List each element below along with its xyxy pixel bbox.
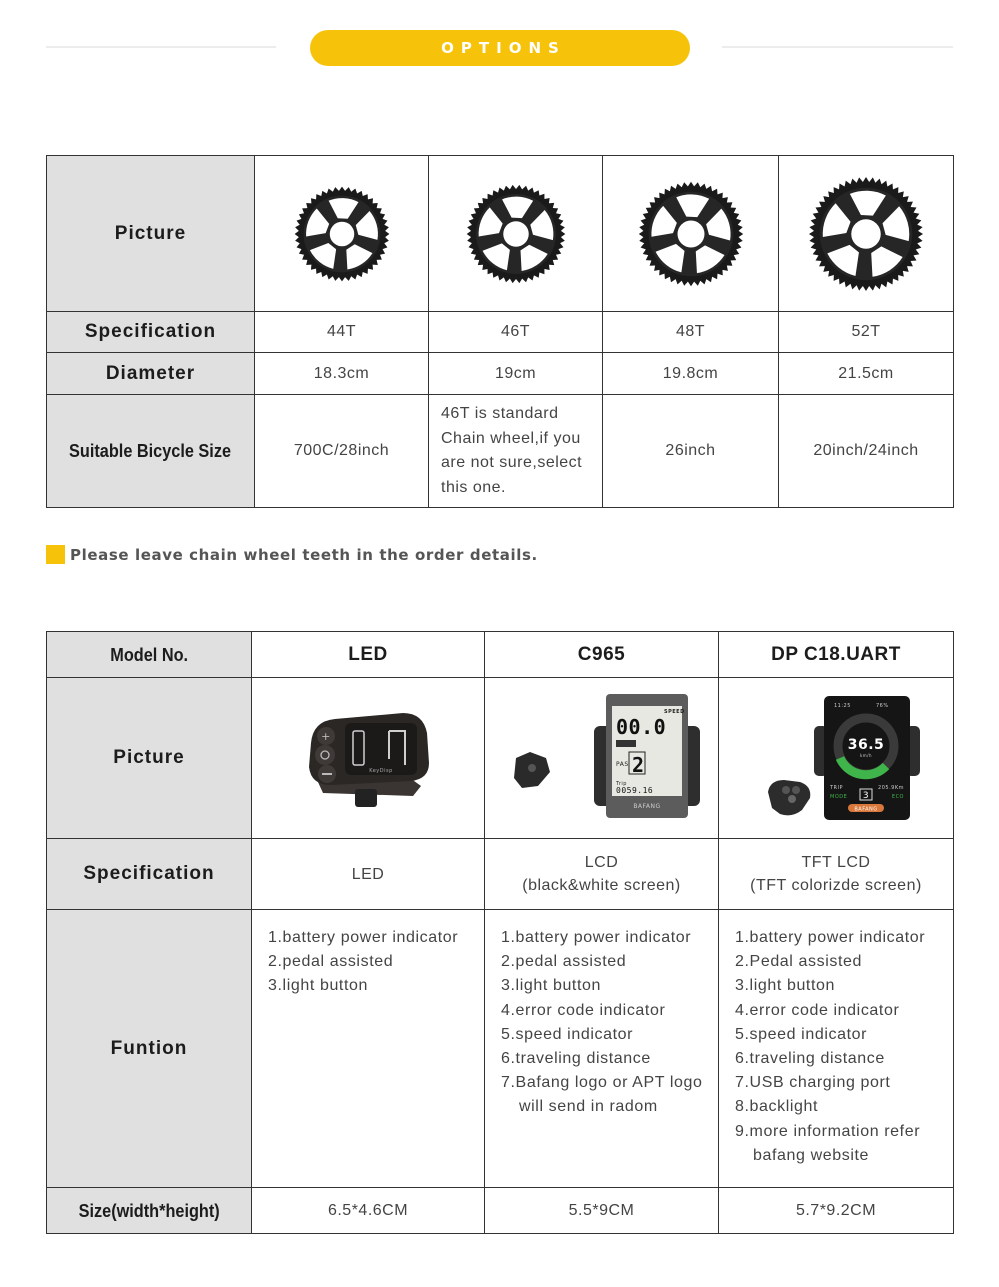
header-divider-right: [722, 46, 953, 48]
size-row: [47, 1188, 954, 1234]
spec-cell: 52T: [779, 312, 954, 353]
function-item: 2.Pedal assisted: [735, 953, 863, 971]
chainwheel-48t-icon: [637, 180, 745, 288]
bicycle-size-row: [47, 395, 954, 508]
cell-line: LCD: [584, 854, 619, 871]
function-item: 3.light button: [268, 977, 369, 995]
size-cell: 5.5*9CM: [485, 1188, 719, 1234]
cell-line: 46T is standard: [441, 405, 559, 422]
display-table: [46, 631, 954, 1234]
diameter-cell: 18.3cm: [255, 353, 429, 395]
function-item: 6.traveling distance: [735, 1050, 885, 1068]
chainwheel-table: [46, 155, 954, 508]
size-cell: 6.5*4.6CM: [252, 1188, 485, 1234]
c18-trip-value: 205.9Km: [878, 784, 904, 791]
display-picture-row: [47, 678, 954, 839]
row-label-display-specification: Specification: [47, 839, 252, 910]
cell-line: 20inch/24inch: [813, 442, 919, 459]
display-spec-cell: [719, 839, 954, 910]
c18-mode-label: MODE: [830, 793, 848, 800]
row-label-model: Model No.: [47, 632, 252, 678]
model-cell: LED: [252, 632, 485, 678]
chainwheel-44t-icon: [293, 185, 391, 283]
cell-line: 700C/28inch: [293, 442, 390, 459]
function-item: 5.speed indicator: [735, 1025, 868, 1043]
options-title: OPTIONS: [441, 39, 566, 57]
c965-brand: BAFANG: [632, 802, 661, 810]
bicycle-size-cell: [429, 395, 603, 508]
function-item: 7.Bafang logo or APT logo: [501, 1074, 703, 1092]
order-note-text: Please leave chain wheel teeth in the order details.: [70, 545, 538, 564]
options-banner: [310, 30, 690, 66]
cell-line: 26inch: [665, 442, 716, 459]
cell-line: LED: [351, 865, 385, 883]
row-label-function: Funtion: [47, 910, 252, 1188]
display-picture-cell: [485, 678, 719, 839]
function-item: 5.speed indicator: [501, 1025, 634, 1043]
c18-eco-label: ECO: [891, 793, 904, 800]
svg-text:KeyDisp: KeyDisp: [369, 767, 393, 774]
chainwheel-52t-icon: [807, 175, 925, 293]
bicycle-size-cell: [779, 395, 954, 508]
function-list: [485, 910, 719, 1188]
function-item: 4.error code indicator: [501, 1001, 666, 1019]
display-picture-cell: [719, 678, 954, 839]
model-row: [47, 632, 954, 678]
function-item: 1.battery power indicator: [501, 929, 692, 946]
c18-trip-label: TRIP: [830, 784, 844, 791]
cell-line: this one.: [441, 478, 506, 496]
row-label-specification: Specification: [47, 312, 255, 353]
dp-c18-tft-display-icon: [726, 686, 946, 826]
function-item: bafang website: [753, 1146, 870, 1164]
c18-speed-unit: km/h: [859, 752, 873, 758]
diameter-row: [47, 353, 954, 395]
function-item: will send in radom: [519, 1098, 658, 1116]
c18-battery: 76%: [876, 702, 889, 709]
c965-speed-value: 00.0: [615, 714, 666, 739]
display-spec-cell: [485, 839, 719, 910]
row-label-display-picture: Picture: [47, 678, 252, 839]
cell-line: Chain wheel,if you: [441, 429, 581, 447]
c965-trip-value: 0059.16: [615, 785, 653, 795]
c965-lcd-display-icon: [492, 686, 712, 826]
c965-speed-label: SPEED: [663, 708, 685, 715]
c18-time: 11:25: [834, 702, 851, 709]
bicycle-size-cell: [603, 395, 779, 508]
cell-line: are not sure,select: [441, 454, 583, 471]
chainwheel-picture-cell: [429, 156, 603, 312]
size-cell: 5.7*9.2CM: [719, 1188, 954, 1234]
function-list: [719, 910, 954, 1188]
display-spec-cell: [252, 839, 485, 910]
chainwheel-46t-icon: [465, 183, 567, 285]
function-item: 7.USB charging port: [735, 1074, 891, 1092]
diameter-cell: 19cm: [429, 353, 603, 395]
display-picture-cell: [252, 678, 485, 839]
chainwheel-picture-cell: [603, 156, 779, 312]
bicycle-size-cell: [255, 395, 429, 508]
c18-brand: BAFANG: [854, 806, 878, 812]
diameter-cell: 21.5cm: [779, 353, 954, 395]
display-specification-row: [47, 839, 954, 910]
function-item: 2.pedal assisted: [501, 953, 627, 971]
cell-line: TFT LCD: [801, 854, 871, 871]
function-item: 1.battery power indicator: [735, 929, 926, 946]
function-item: 1.battery power indicator: [268, 929, 459, 946]
row-label-diameter: Diameter: [47, 353, 255, 395]
order-note: [46, 545, 538, 564]
chainwheel-picture-cell: [779, 156, 954, 312]
led-display-icon: [293, 701, 443, 811]
function-item: 9.more information refer: [735, 1122, 921, 1140]
picture-row: [47, 156, 954, 312]
spec-cell: 46T: [429, 312, 603, 353]
row-label-size: Size(width*height): [47, 1188, 252, 1234]
c18-level: 3: [862, 790, 870, 801]
function-item: 3.light button: [501, 977, 602, 995]
note-bullet-icon: [46, 545, 65, 564]
spec-cell: 44T: [255, 312, 429, 353]
function-item: 8.backlight: [735, 1098, 819, 1116]
cell-line: (black&white screen): [522, 877, 681, 894]
function-item: 3.light button: [735, 977, 836, 995]
spec-cell: 48T: [603, 312, 779, 353]
svg-text:+: +: [321, 729, 331, 743]
c18-speed: 36.5: [847, 736, 885, 753]
function-row: [47, 910, 954, 1188]
model-cell: C965: [485, 632, 719, 678]
diameter-cell: 19.8cm: [603, 353, 779, 395]
function-list: [252, 910, 485, 1188]
specification-row: [47, 312, 954, 353]
row-label-bicycle-size: Suitable Bicycle Size: [47, 395, 255, 508]
header-divider-left: [46, 46, 276, 48]
model-cell: DP C18.UART: [719, 632, 954, 678]
function-item: 6.traveling distance: [501, 1050, 651, 1068]
c965-pas-label: PAS: [615, 760, 629, 768]
cell-line: (TFT colorizde screen): [750, 877, 922, 894]
function-item: 2.pedal assisted: [268, 953, 394, 971]
c965-pas-value: 2: [631, 752, 645, 777]
c965-trip-label: Trip: [615, 780, 627, 787]
row-label-picture: Picture: [47, 156, 255, 312]
chainwheel-picture-cell: [255, 156, 429, 312]
function-item: 4.error code indicator: [735, 1001, 900, 1019]
